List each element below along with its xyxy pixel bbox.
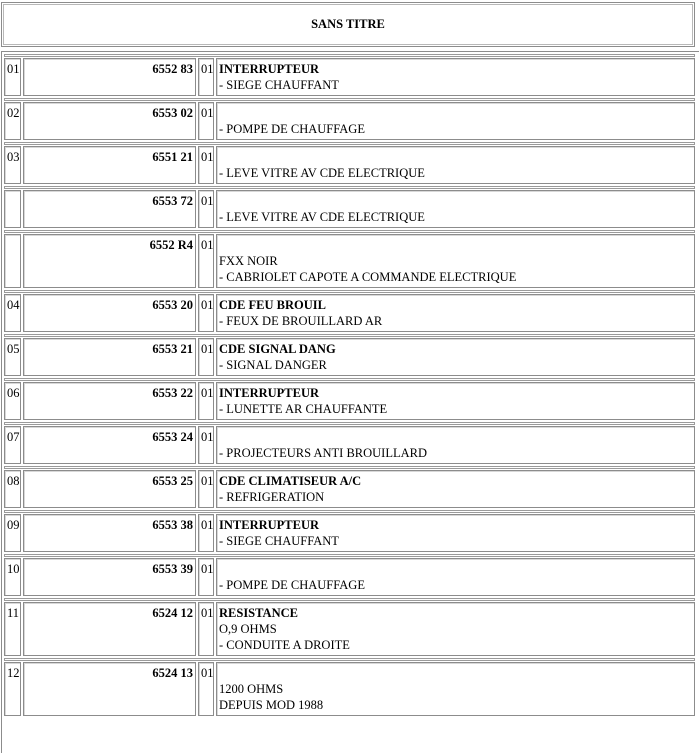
parts-item (4, 186, 695, 228)
parts-item (4, 658, 695, 716)
row-separator (4, 230, 695, 233)
part-description (216, 234, 695, 288)
part-reference: 6552 83 (23, 58, 196, 96)
parts-item (4, 142, 695, 184)
part-reference: 6553 22 (23, 382, 196, 420)
part-description (216, 338, 695, 376)
row-separator (4, 554, 695, 557)
part-quantity: 01 (198, 382, 214, 420)
table-row (4, 602, 695, 656)
part-title (219, 429, 693, 445)
table-row (4, 426, 695, 464)
parts-item (4, 510, 695, 552)
part-detail-line: - SIGNAL DANGER (219, 358, 327, 372)
part-detail-line: - POMPE DE CHAUFFAGE (219, 122, 365, 136)
part-quantity: 01 (198, 338, 214, 376)
parts-item (4, 554, 695, 596)
part-title: RESISTANCE (219, 606, 298, 620)
part-detail-line: - LEVE VITRE AV CDE ELECTRIQUE (219, 210, 425, 224)
item-number: 08 (4, 470, 21, 508)
part-title: INTERRUPTEUR (219, 62, 320, 76)
parts-item (4, 334, 695, 376)
item-number: 06 (4, 382, 21, 420)
part-detail-line: - FEUX DE BROUILLARD AR (219, 314, 383, 328)
part-quantity: 01 (198, 662, 214, 716)
row-separator (4, 466, 695, 469)
table-row (4, 102, 695, 140)
part-reference: 6553 20 (23, 294, 196, 332)
part-description (216, 602, 695, 656)
page-title-box (1, 2, 695, 47)
part-description (216, 294, 695, 332)
item-number: 02 (4, 102, 21, 140)
part-detail-line: O,9 OHMS (219, 622, 277, 636)
row-separator (4, 142, 695, 145)
part-reference: 6553 25 (23, 470, 196, 508)
part-quantity: 01 (198, 294, 214, 332)
item-number (4, 234, 21, 288)
part-title (219, 237, 693, 253)
item-number: 12 (4, 662, 21, 716)
part-quantity: 01 (198, 602, 214, 656)
parts-item (4, 290, 695, 332)
row-separator (4, 54, 695, 57)
table-row (4, 470, 695, 508)
part-quantity: 01 (198, 190, 214, 228)
part-detail-line: 1200 OHMS (219, 682, 284, 696)
part-description (216, 146, 695, 184)
part-description (216, 558, 695, 596)
part-title (219, 193, 693, 209)
part-detail-line: FXX NOIR (219, 254, 278, 268)
page-title: SANS TITRE (311, 17, 385, 31)
item-number: 04 (4, 294, 21, 332)
part-detail-line: - SIEGE CHAUFFANT (219, 78, 339, 92)
part-detail-line: - LEVE VITRE AV CDE ELECTRIQUE (219, 166, 425, 180)
part-reference: 6551 21 (23, 146, 196, 184)
part-description (216, 102, 695, 140)
row-separator (4, 378, 695, 381)
part-description (216, 470, 695, 508)
row-separator (4, 658, 695, 661)
part-quantity: 01 (198, 558, 214, 596)
table-row (4, 146, 695, 184)
table-row (4, 514, 695, 552)
part-description (216, 58, 695, 96)
table-row (4, 338, 695, 376)
table-row (4, 234, 695, 288)
part-reference: 6553 21 (23, 338, 196, 376)
part-reference: 6553 24 (23, 426, 196, 464)
part-reference: 6553 39 (23, 558, 196, 596)
part-detail-line: - CABRIOLET CAPOTE A COMMANDE ELECTRIQUE (219, 270, 517, 284)
item-number: 11 (4, 602, 21, 656)
row-separator (4, 290, 695, 293)
parts-item (4, 466, 695, 508)
parts-item (4, 378, 695, 420)
part-description (216, 662, 695, 716)
part-detail-line: DEPUIS MOD 1988 (219, 698, 324, 712)
part-quantity: 01 (198, 146, 214, 184)
item-number: 09 (4, 514, 21, 552)
row-separator (4, 186, 695, 189)
table-row (4, 58, 695, 96)
row-separator (4, 334, 695, 337)
part-title: CDE CLIMATISEUR A/C (219, 474, 362, 488)
parts-item (4, 230, 695, 288)
part-title (219, 105, 693, 121)
part-detail-line: - REFRIGERATION (219, 490, 325, 504)
part-quantity: 01 (198, 234, 214, 288)
table-row (4, 558, 695, 596)
parts-item (4, 422, 695, 464)
row-separator (4, 422, 695, 425)
part-title (219, 561, 693, 577)
table-row (4, 190, 695, 228)
row-separator (4, 98, 695, 101)
part-reference: 6524 13 (23, 662, 196, 716)
part-description (216, 514, 695, 552)
part-reference: 6553 72 (23, 190, 196, 228)
item-number: 05 (4, 338, 21, 376)
part-description (216, 382, 695, 420)
parts-list (1, 51, 699, 753)
part-reference: 6553 02 (23, 102, 196, 140)
part-detail-line: - SIEGE CHAUFFANT (219, 534, 339, 548)
part-quantity: 01 (198, 426, 214, 464)
part-detail-line: - POMPE DE CHAUFFAGE (219, 578, 365, 592)
item-number: 07 (4, 426, 21, 464)
part-title: CDE SIGNAL DANG (219, 342, 336, 356)
part-title: INTERRUPTEUR (219, 386, 320, 400)
part-title: CDE FEU BROUIL (219, 298, 326, 312)
parts-item (4, 98, 695, 140)
item-number: 01 (4, 58, 21, 96)
item-number (4, 190, 21, 228)
parts-item (4, 598, 695, 656)
part-detail-line: - PROJECTEURS ANTI BROUILLARD (219, 446, 427, 460)
part-quantity: 01 (198, 102, 214, 140)
part-title: INTERRUPTEUR (219, 518, 320, 532)
part-reference: 6524 12 (23, 602, 196, 656)
part-reference: 6552 R4 (23, 234, 196, 288)
item-number: 10 (4, 558, 21, 596)
part-quantity: 01 (198, 470, 214, 508)
part-title (219, 665, 693, 681)
part-quantity: 01 (198, 58, 214, 96)
item-number: 03 (4, 146, 21, 184)
part-detail-line: - CONDUITE A DROITE (219, 638, 350, 652)
table-row (4, 662, 695, 716)
part-quantity: 01 (198, 514, 214, 552)
part-description (216, 190, 695, 228)
part-reference: 6553 38 (23, 514, 196, 552)
table-row (4, 382, 695, 420)
part-description (216, 426, 695, 464)
table-row (4, 294, 695, 332)
row-separator (4, 598, 695, 601)
parts-item (4, 54, 695, 96)
part-detail-line: - LUNETTE AR CHAUFFANTE (219, 402, 388, 416)
row-separator (4, 510, 695, 513)
part-title (219, 149, 693, 165)
